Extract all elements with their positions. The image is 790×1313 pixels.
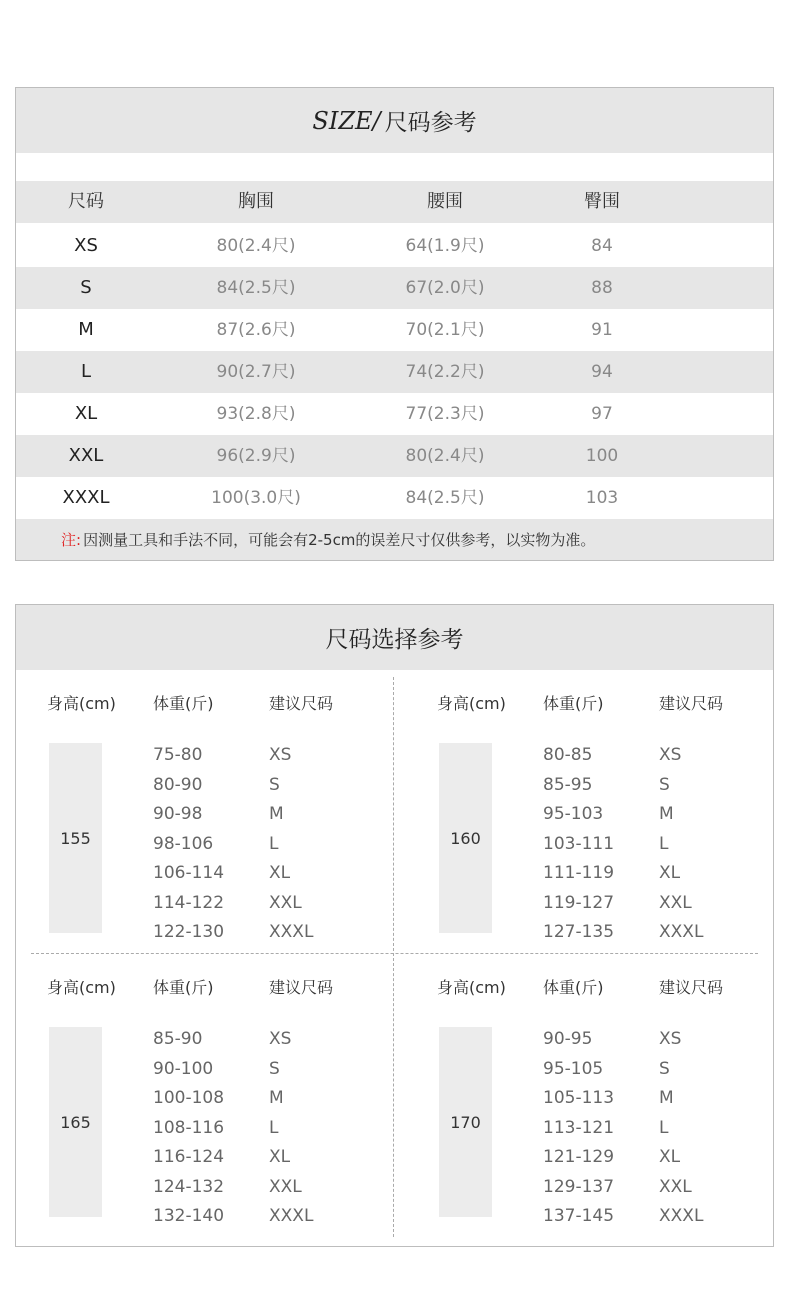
table-row — [16, 435, 773, 477]
cell-hip: 94 — [591, 362, 613, 382]
cell-waist: 74(2.2尺) — [405, 362, 485, 382]
header-chest: 胸围 — [238, 191, 274, 212]
spacer-strip — [16, 153, 773, 181]
suggested-size: XXXL — [269, 922, 314, 942]
table-row — [16, 225, 773, 267]
weight-range: 137-145 — [543, 1206, 615, 1226]
header-size: 尺码 — [68, 191, 104, 212]
cell-waist: 64(1.9尺) — [405, 236, 485, 256]
cell-chest: 96(2.9尺) — [216, 446, 296, 466]
table-header-row — [16, 181, 773, 223]
height-block-170 — [437, 975, 790, 1245]
weight-range: 85-95 — [543, 774, 593, 795]
weight-range: 80-85 — [543, 745, 593, 765]
cell-size: M — [78, 319, 94, 340]
suggested-size: L — [659, 833, 669, 854]
cell-waist: 77(2.3尺) — [405, 404, 485, 424]
cell-hip: 103 — [585, 488, 619, 508]
weight-range: 85-90 — [153, 1029, 203, 1049]
note-label: 注: — [61, 531, 82, 549]
height-value: 170 — [439, 1027, 492, 1217]
height-value: 160 — [439, 743, 492, 933]
size-chart-title-zh: 尺码参考 — [384, 110, 477, 136]
suggested-size: XXXL — [659, 1206, 704, 1226]
header-weight: 体重(斤) — [153, 694, 214, 713]
header-waist: 腰围 — [427, 191, 463, 212]
size-picker-panel — [15, 604, 774, 1247]
header-weight: 体重(斤) — [543, 694, 604, 713]
cell-size: XXL — [68, 445, 104, 466]
table-row — [16, 477, 773, 519]
size-list — [659, 1025, 703, 1232]
suggested-size: XL — [269, 1147, 291, 1167]
size-picker-title: 尺码选择参考 — [16, 605, 773, 670]
weight-range: 103-111 — [543, 833, 615, 854]
suggested-size: XS — [659, 745, 682, 765]
cell-size: XL — [74, 403, 98, 424]
weight-range: 129-137 — [543, 1176, 615, 1197]
header-size: 建议尺码 — [269, 978, 334, 997]
weight-range: 108-116 — [153, 1117, 225, 1138]
weight-range: 106-114 — [153, 863, 225, 883]
weight-range: 124-132 — [153, 1176, 225, 1197]
header-height: 身高(cm) — [47, 978, 116, 997]
suggested-size: XS — [269, 1029, 292, 1049]
header-size: 建议尺码 — [659, 694, 724, 713]
height-value: 165 — [49, 1027, 102, 1217]
header-hip: 臀围 — [584, 191, 620, 212]
weight-range: 111-119 — [543, 863, 615, 883]
height-block-160 — [437, 691, 790, 961]
cell-size: XS — [74, 235, 98, 256]
cell-chest: 90(2.7尺) — [216, 362, 296, 382]
weight-range: 122-130 — [153, 922, 225, 942]
suggested-size: M — [269, 1088, 284, 1108]
weight-list — [543, 741, 614, 948]
table-row — [16, 351, 773, 393]
suggested-size: XL — [659, 863, 681, 883]
cell-hip: 91 — [591, 320, 613, 340]
cell-chest: 80(2.4尺) — [216, 236, 296, 256]
weight-range: 116-124 — [153, 1147, 225, 1167]
cell-chest: 87(2.6尺) — [216, 320, 296, 340]
height-block-155 — [47, 691, 407, 961]
suggested-size: S — [659, 774, 670, 795]
suggested-size: XXL — [659, 892, 692, 913]
height-block-165 — [47, 975, 407, 1245]
header-height: 身高(cm) — [437, 694, 506, 713]
weight-range: 95-105 — [543, 1058, 604, 1079]
suggested-size: S — [659, 1058, 670, 1079]
suggested-size: XL — [269, 863, 291, 883]
weight-range: 98-106 — [153, 833, 214, 854]
header-weight: 体重(斤) — [153, 978, 214, 997]
size-list — [269, 741, 313, 948]
weight-range: 119-127 — [543, 892, 615, 913]
cell-waist: 80(2.4尺) — [405, 446, 485, 466]
suggested-size: XXL — [659, 1176, 692, 1197]
suggested-size: M — [659, 804, 674, 824]
weight-range: 113-121 — [543, 1117, 615, 1138]
suggested-size: S — [269, 1058, 280, 1079]
cell-hip: 100 — [585, 446, 619, 466]
weight-range: 100-108 — [153, 1088, 225, 1108]
weight-range: 90-95 — [543, 1029, 593, 1049]
cell-waist: 84(2.5尺) — [405, 488, 485, 508]
suggested-size: S — [269, 774, 280, 795]
header-height: 身高(cm) — [437, 978, 506, 997]
suggested-size: L — [269, 833, 279, 854]
cell-hip: 84 — [591, 236, 613, 256]
cell-size: XXXL — [62, 487, 110, 508]
weight-range: 114-122 — [153, 892, 225, 913]
size-list — [659, 741, 703, 948]
table-row — [16, 393, 773, 435]
weight-range: 132-140 — [153, 1206, 225, 1226]
height-value: 155 — [49, 743, 102, 933]
suggested-size: XXXL — [269, 1206, 314, 1226]
suggested-size: XS — [269, 745, 292, 765]
weight-list — [153, 1025, 224, 1232]
suggested-size: XXL — [269, 1176, 302, 1197]
weight-list — [153, 741, 224, 948]
size-chart-title-en: SIZE/ — [312, 106, 381, 135]
weight-range: 80-90 — [153, 774, 203, 795]
note-text: 因测量工具和手法不同，可能会有2-5cm的误差尺寸仅供参考，以实物为准。 — [83, 531, 596, 549]
weight-range: 90-100 — [153, 1058, 214, 1079]
cell-waist: 67(2.0尺) — [405, 278, 485, 298]
cell-chest: 93(2.8尺) — [216, 404, 296, 424]
suggested-size: M — [659, 1088, 674, 1108]
cell-size: L — [80, 361, 92, 382]
weight-range: 90-98 — [153, 804, 203, 824]
cell-waist: 70(2.1尺) — [405, 320, 485, 340]
weight-range: 75-80 — [153, 745, 203, 765]
weight-range: 105-113 — [543, 1088, 615, 1108]
suggested-size: XL — [659, 1147, 681, 1167]
measurement-note — [16, 519, 773, 560]
size-chart-title-bar — [16, 88, 773, 153]
header-weight: 体重(斤) — [543, 978, 604, 997]
suggested-size: M — [269, 804, 284, 824]
suggested-size: XXL — [269, 892, 302, 913]
weight-range: 95-103 — [543, 804, 604, 824]
weight-range: 127-135 — [543, 922, 615, 942]
suggested-size: XXXL — [659, 922, 704, 942]
cell-chest: 84(2.5尺) — [216, 278, 296, 298]
table-row — [16, 267, 773, 309]
suggested-size: L — [659, 1117, 669, 1138]
suggested-size: XS — [659, 1029, 682, 1049]
header-size: 建议尺码 — [659, 978, 724, 997]
header-size: 建议尺码 — [269, 694, 334, 713]
suggested-size: L — [269, 1117, 279, 1138]
table-row — [16, 309, 773, 351]
size-list — [269, 1025, 313, 1232]
weight-range: 121-129 — [543, 1147, 615, 1167]
size-chart-panel — [15, 87, 774, 561]
cell-chest: 100(3.0尺) — [211, 488, 301, 508]
cell-hip: 97 — [591, 404, 613, 424]
cell-size: S — [80, 277, 92, 298]
header-height: 身高(cm) — [47, 694, 116, 713]
weight-list — [543, 1025, 614, 1232]
cell-hip: 88 — [591, 278, 613, 298]
